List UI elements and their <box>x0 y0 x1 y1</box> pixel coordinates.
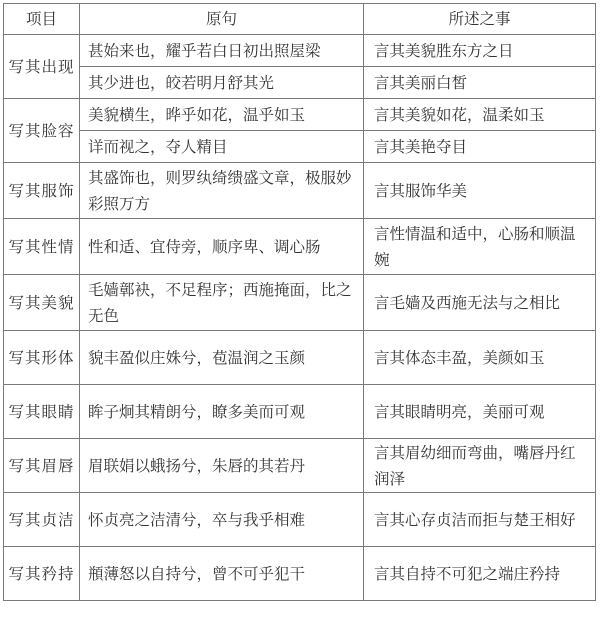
item-cell: 写其眉唇 <box>4 439 80 493</box>
meaning-cell: 言其美貌胜东方之日 <box>364 35 596 67</box>
table-row <box>4 99 596 131</box>
item-cell: 写其美貌 <box>4 275 80 331</box>
table-wrapper <box>3 3 596 601</box>
original-cell: 頩薄怒以自持兮，曾不可乎犯干 <box>80 547 364 601</box>
meaning-cell: 言毛嫱及西施无法与之相比 <box>364 275 596 331</box>
original-cell: 貌丰盈似庄姝兮，苞温润之玉颜 <box>80 331 364 385</box>
original-cell: 甚始来也，耀乎若白日初出照屋梁 <box>80 35 364 67</box>
item-cell: 写其矜持 <box>4 547 80 601</box>
table-row <box>4 547 596 601</box>
meaning-cell: 言其服饰华美 <box>364 163 596 219</box>
table-row <box>4 67 596 99</box>
meaning-cell: 言其自持不可犯之端庄矜持 <box>364 547 596 601</box>
original-cell: 其少进也，皎若明月舒其光 <box>80 67 364 99</box>
table-row <box>4 439 596 493</box>
original-cell: 性和适、宜侍旁，顺序卑、调心肠 <box>80 219 364 275</box>
item-cell: 写其眼睛 <box>4 385 80 439</box>
table-row <box>4 331 596 385</box>
original-cell: 怀贞亮之洁清兮，卒与我乎相难 <box>80 493 364 547</box>
meaning-cell: 言其心存贞洁而拒与楚王相好 <box>364 493 596 547</box>
original-cell: 其盛饰也，则罗纨绮缋盛文章，极服妙彩照万方 <box>80 163 364 219</box>
item-cell: 写其出现 <box>4 35 80 99</box>
original-cell: 详而视之，夺人精目 <box>80 131 364 163</box>
meaning-cell: 言其美艳夺目 <box>364 131 596 163</box>
item-cell: 写其服饰 <box>4 163 80 219</box>
meaning-cell: 言其眼睛明亮，美丽可观 <box>364 385 596 439</box>
table-row <box>4 35 596 67</box>
meaning-cell: 言其眉幼细而弯曲，嘴唇丹红润泽 <box>364 439 596 493</box>
item-cell: 写其贞洁 <box>4 493 80 547</box>
item-cell: 写其形体 <box>4 331 80 385</box>
item-cell: 写其性情 <box>4 219 80 275</box>
table-row <box>4 275 596 331</box>
meaning-cell: 言性情温和适中，心肠和顺温婉 <box>364 219 596 275</box>
meaning-cell: 言其美丽白皙 <box>364 67 596 99</box>
table-row <box>4 131 596 163</box>
header-item: 项目 <box>4 4 80 35</box>
table-row <box>4 493 596 547</box>
header-original: 原句 <box>80 4 364 35</box>
description-table <box>3 3 596 601</box>
table-row <box>4 163 596 219</box>
original-cell: 美貌横生，晔乎如花，温乎如玉 <box>80 99 364 131</box>
table-row <box>4 385 596 439</box>
item-cell: 写其脸容 <box>4 99 80 163</box>
original-cell: 眸子炯其精朗兮，瞭多美而可观 <box>80 385 364 439</box>
header-row <box>4 4 596 35</box>
original-cell: 眉联娟以蛾扬兮，朱唇的其若丹 <box>80 439 364 493</box>
meaning-cell: 言其体态丰盈，美颜如玉 <box>364 331 596 385</box>
table-row <box>4 219 596 275</box>
header-meaning: 所述之事 <box>364 4 596 35</box>
original-cell: 毛嫱鄣袂，不足程序；西施掩面，比之无色 <box>80 275 364 331</box>
meaning-cell: 言其美貌如花，温柔如玉 <box>364 99 596 131</box>
